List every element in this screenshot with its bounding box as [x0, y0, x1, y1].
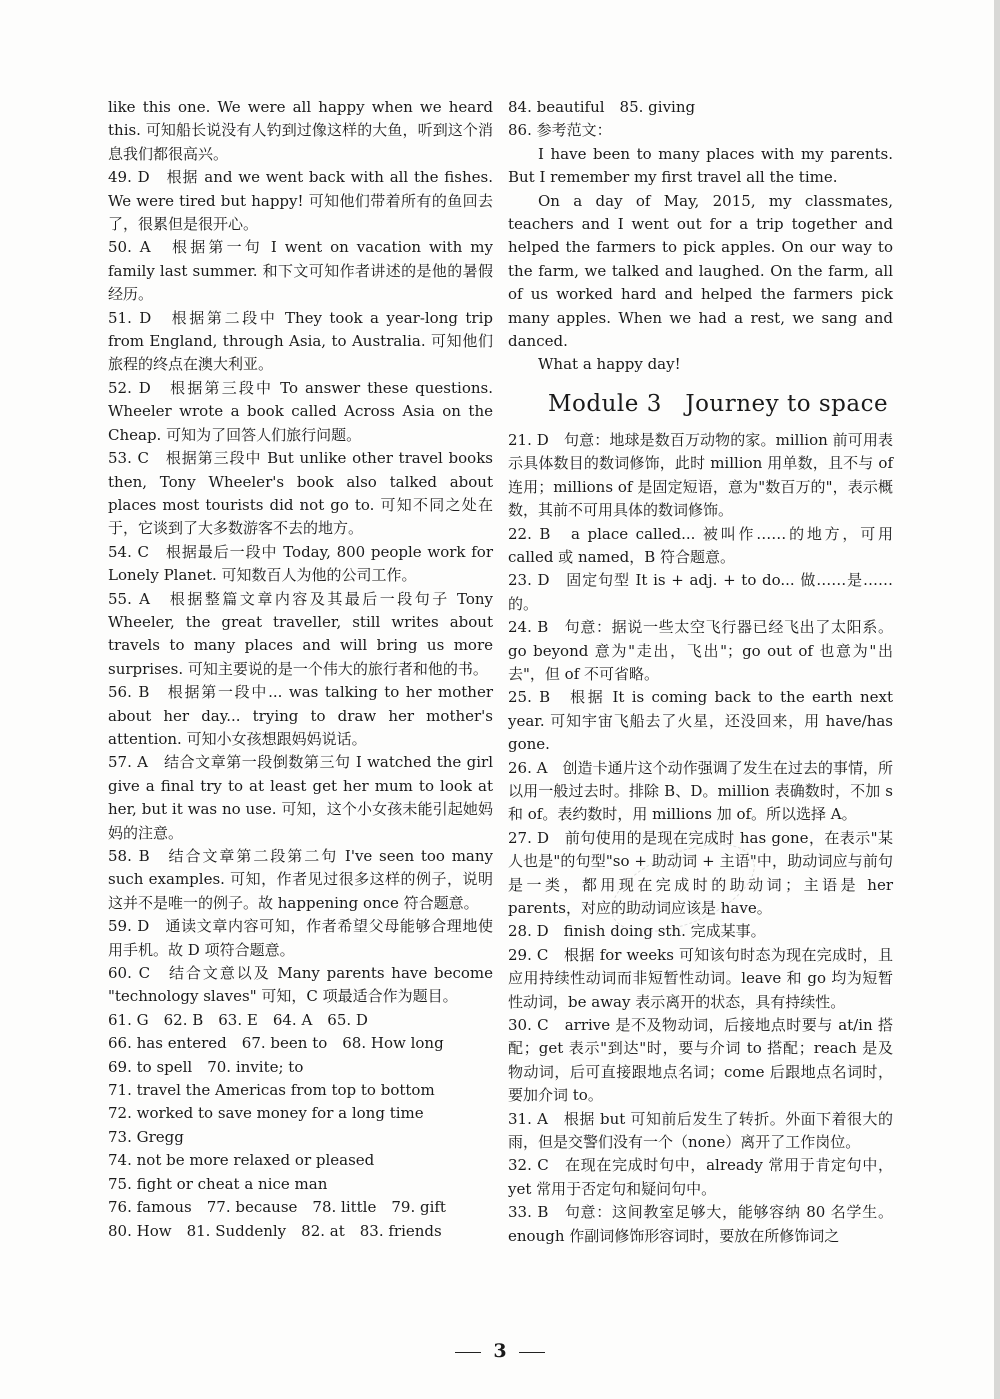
answer-entry: 24. B 句意：据说一些太空飞行器已经飞出了太阳系。go beyond 意为"走出，飞出"；go out of 也意为"出去"，但 of 不可省略。 [508, 618, 893, 683]
left-column [108, 96, 493, 1243]
answer-entry: 66. has entered 67. been to 68. How long [108, 1034, 444, 1053]
answer-entry: 30. C arrive 是不及物动词，后接地点时要与 at/in 搭配；get 表示"到达"时，要与介词 to 搭配；reach 是及物动词，后可直接跟地点名词；come 后跟地点名词时，要加介词 to。 [508, 1016, 893, 1105]
answer-entry: 29. C 根据 for weeks 可知该句时态为现在完成时，且应用持续性动词而非短暂性动词。leave 和 go 均为短暂性动词，be away 表示离开的状态，具有持续性。 [508, 945, 893, 1011]
answer-entry: 56. B 根据第一段中... was talking to her mother about her day... trying to draw her mother's attention. 可知小女孩想跟妈妈说话。 [108, 683, 493, 748]
dash-right [519, 1352, 545, 1353]
answer-entry: 71. travel the Americas from top to bottom [108, 1081, 435, 1100]
answer-entry: 22. B a place called... 被叫作……的地方，可用 called 或 named，B 符合题意。 [508, 524, 893, 566]
right-column [508, 96, 893, 1248]
answer-entry: 33. B 句意：这间教室足够大，能够容纳 80 名学生。enough 作副词修饰形容词时，要放在所修饰词之 [508, 1203, 893, 1245]
answer-entry: 23. D 固定句型 It is + adj. + to do... 做……是……的。 [508, 571, 893, 613]
answer-entry: 51. D 根据第二段中 They took a year-long trip from England, through Asia, to Australia. 可知他们旅程的终点在澳大利亚。 [108, 308, 493, 374]
answer-entry: 61. G 62. B 63. E 64. A 65. D [108, 1010, 368, 1029]
answer-entry: 74. not be more relaxed or pleased [108, 1151, 375, 1170]
answer-entry: 60. C 结合文意以及 Many parents have become "technology slaves" 可知，C 项最适合作为题目。 [108, 964, 493, 1006]
answer-entry: 58. B 结合文章第二段第二句 I've seen too many such examples. 可知，作者见过很多这样的例子，说明这并不是唯一的例子。故 happening once 符合题意。 [108, 847, 493, 912]
answer-entry: 53. C 根据第三段中 But unlike other travel books then, Tony Wheeler's book also talked about places most tourists did not go to. 可知不同之处在于，它谈到了大多数游客不去的地方。 [108, 449, 493, 538]
answer-entry: 32. C 在现在完成时句中，already 常用于肯定句中，yet 常用于否定句和疑问句中。 [508, 1156, 893, 1198]
module-heading: Module 3 Journey to space [548, 390, 889, 417]
answer-entry: 55. A 根据整篇文章内容及其最后一段句子 Tony Wheeler, the great traveller, still writes about travels to many places and will bring us more surprises. 可知主要说的是一个伟大的旅行者和他的书。 [108, 589, 493, 678]
essay-paragraph: What a happy day! [538, 355, 681, 374]
answer-entry: 31. A 根据 but 可知前后发生了转折。外面下着很大的雨，但是交警们没有一个（none）离开了工作岗位。 [508, 1109, 893, 1152]
scan-edge [994, 0, 1000, 1399]
answer-entry: 57. A 结合文章第一段倒数第三句 I watched the girl give a final try to at least get her mum to look at her, but it was no use. 可知，这个小女孩未能引起她妈妈的注意。 [108, 753, 493, 842]
answer-entry: 26. A 创造卡通片这个动作强调了发生在过去的事情，所以用一般过去时。排除 B、D。million 表确数时，不加 s 和 of。表约数时，用 millions 加 of。所以选择 A。 [508, 758, 893, 824]
answer-entry: like this one. We were all happy when we heard this. 可知船长说没有人钓到过像这样的大鱼，听到这个消息我们都很高兴。 [108, 98, 493, 163]
answer-entry: 25. B 根据 It is coming back to the earth next year. 可知宇宙飞船去了火星，还没回来，用 have/has gone. [508, 688, 893, 754]
answer-entry: 72. worked to save money for a long time [108, 1104, 424, 1123]
answer-entry: 86. 参考范文： [508, 121, 612, 140]
page-number [0, 1340, 1000, 1362]
answer-entry: 84. beautiful 85. giving [508, 98, 696, 116]
answer-entry: 73. Gregg [108, 1127, 184, 1146]
essay-paragraph: On a day of May, 2015, my classmates, teachers and I went out for a trip together and helped the farmers to pick apples. On our way to the farm, we talked and laughed. On the farm, all of us worked hard and helped the farmers pick many apples. When we had a rest, we sang and danced. [508, 191, 893, 351]
answer-entry: 50. A 根据第一句 I went on vacation with my family last summer. 和下文可知作者讲述的是他的暑假经历。 [108, 238, 493, 304]
answer-entry: 59. D 通读文章内容可知，作者希望父母能够合理地使用手机。故 D 项符合题意。 [108, 917, 493, 959]
page-number-text: 3 [493, 1340, 507, 1362]
answer-entry: 54. C 根据最后一段中 Today, 800 people work for Lonely Planet. 可知数百人为他的公司工作。 [108, 542, 493, 585]
dash-left [455, 1352, 481, 1353]
answer-entry: 21. D 句意：地球是数百万动物的家。million 前可用表示具体数目的数词修饰，此时 million 用单数，且不与 of 连用；millions of 是固定短语，意为"数百万的"，表示概数，其前不可用具体的数词修饰。 [508, 430, 893, 520]
answer-entry: 76. famous 77. because 78. little 79. gift [108, 1198, 446, 1217]
answer-entry: 75. fight or cheat a nice man [108, 1174, 328, 1193]
answer-entry: 69. to spell 70. invite; to [108, 1057, 304, 1076]
answer-entry: 27. D 前句使用的是现在完成时 has gone，在表示"某人也是"的句型"so + 助动词 + 主语"中，助动词应与前句是一类，都用现在完成时的助动词；主语是 her parents，对应的助动词应该是 have。 [508, 828, 893, 917]
essay-paragraph: I have been to many places with my parents. But I remember my first travel all the time. [508, 144, 893, 187]
answer-entry: 28. D finish doing sth. 完成某事。 [508, 922, 766, 941]
answer-entry: 52. D 根据第三段中 To answer these questions. Wheeler wrote a book called Across Asia on the Cheap. 可知为了回答人们旅行问题。 [108, 378, 493, 444]
answer-entry: 80. How 81. Suddenly 82. at 83. friends [108, 1221, 442, 1240]
answer-entry: 49. D 根据 and we went back with all the fishes. We were tired but happy! 可知他们带着所有的鱼回去了，很累但是很开心。 [108, 168, 493, 234]
